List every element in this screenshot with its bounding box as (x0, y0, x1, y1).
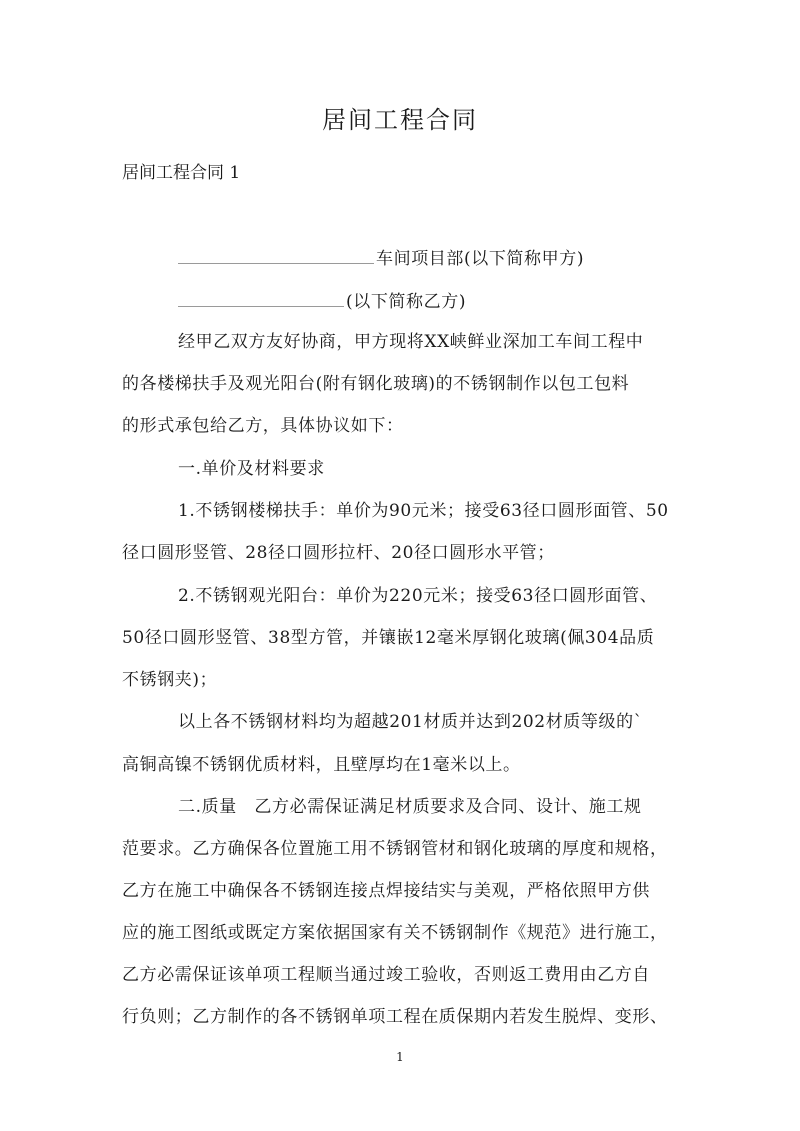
party-b-blank (178, 292, 344, 307)
party-a-suffix: 车间项目部(以下简称甲方) (376, 249, 585, 269)
body-line: 不锈钢夹)； (122, 670, 218, 690)
party-a-line (178, 244, 584, 269)
body-line: 范要求。乙方确保各位置施工用不锈钢管材和钢化玻璃的厚度和规格， (122, 839, 668, 859)
body-line: 径口圆形竖管、28径口圆形拉杆、20径口圆形水平管； (122, 543, 555, 563)
body-line: 高铜高镍不锈钢优质材料，且壁厚均在1毫米以上。 (122, 755, 521, 775)
body-line: 应的施工图纸或既定方案依据国家有关不锈钢制作《规范》进行施工， (122, 923, 668, 943)
body-line: 1.不锈钢楼梯扶手：单价为90元米；接受63径口圆形面管、50 (178, 501, 669, 521)
party-b-line (178, 287, 466, 312)
body-line: 乙方必需保证该单项工程顺当通过竣工验收，否则返工费用由乙方自 (122, 965, 650, 985)
body-line: 以上各不锈钢材料均为超越201材质并达到202材质等级的` (178, 712, 643, 732)
body-line: 行负则；乙方制作的各不锈钢单项工程在质保期内若发生脱焊、变形、 (122, 1007, 668, 1027)
body-line: 经甲乙双方友好协商，甲方现将XX峡鲜业深加工车间工程中 (178, 332, 644, 352)
page-number: 1 (396, 1050, 404, 1064)
party-a-blank (178, 249, 374, 264)
party-b-suffix: (以下简称乙方) (346, 292, 467, 312)
body-line: 2.不锈钢观光阳台：单价为220元米；接受63径口圆形面管、 (178, 586, 658, 606)
body-line: 的形式承包给乙方，具体协议如下： (122, 416, 404, 436)
body-line: 50径口圆形竖管、38型方管，并镶嵌12毫米厚钢化玻璃(佩304品质 (122, 628, 655, 648)
body-line: 乙方在施工中确保各不锈钢连接点焊接结实与美观，严格依照甲方供 (122, 881, 650, 901)
body-line: 的各楼梯扶手及观光阳台(附有钢化玻璃)的不锈钢制作以包工包料 (122, 374, 630, 394)
section-heading: 一.单价及材料要求 (178, 459, 325, 479)
document-subtitle: 居间工程合同 1 (122, 163, 241, 183)
section-heading: 二.质量 乙方必需保证满足材质要求及合同、设计、施工规 (178, 797, 642, 817)
document-title: 居间工程合同 (322, 106, 478, 134)
